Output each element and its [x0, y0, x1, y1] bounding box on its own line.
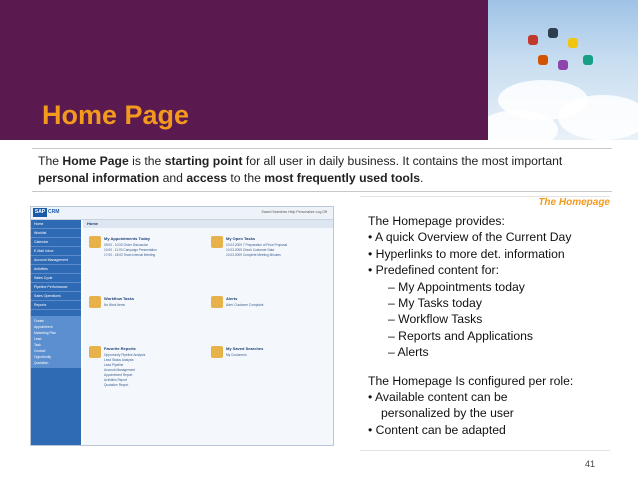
intro-bold: most frequently used tools [264, 171, 421, 185]
slide-title: Home Page [42, 100, 190, 130]
box-line[interactable]: 10.03.2009 Check Customer Data [226, 248, 275, 252]
intro-text: . [420, 171, 424, 185]
box-title[interactable]: Workflow Tasks [104, 296, 135, 301]
intro-bold: starting point [164, 154, 243, 168]
alerts-box [211, 296, 307, 326]
crm-content-area [83, 220, 333, 445]
box-line[interactable]: 10.03.2009 Complete Meeting Minutes [226, 253, 281, 257]
alerts-icon [211, 296, 223, 308]
box-title[interactable]: Favorite Reports [104, 346, 136, 351]
create-item[interactable]: Marketing Plan [34, 331, 56, 335]
nav-item[interactable]: Worklist [31, 229, 81, 238]
calendar-icon [89, 236, 101, 248]
bullet-item: • Content can be adapted [368, 422, 506, 437]
create-item[interactable]: Appointment [34, 325, 53, 329]
crm-label: CRM [48, 209, 60, 215]
bullet-item: • Hyperlinks to more det. information [368, 246, 565, 261]
box-line[interactable]: Lead Pipeline [104, 363, 124, 367]
box-line[interactable]: My Customers [226, 353, 247, 357]
box-line[interactable]: 10:00 - 11:00 Campaign Presentation [104, 248, 157, 252]
nav-item[interactable]: E-Mail Inbox [31, 247, 81, 256]
bullet-item: • A quick Overview of the Current Day [368, 230, 572, 245]
panel-heading: The Homepage Is configured per role: [368, 373, 574, 388]
box-line[interactable]: Account Management [104, 368, 136, 372]
box-line[interactable]: 17:00 - 18:00 Team Internal Meeting [104, 253, 156, 257]
box-title[interactable]: Alerts [226, 296, 238, 301]
crm-homepage-screenshot [30, 206, 334, 446]
box-line[interactable]: Opportunity Pipeline Analysis [104, 353, 146, 357]
create-heading: Create [34, 319, 44, 323]
reports-box [89, 346, 185, 416]
intro-bold: access [186, 171, 227, 185]
sub-item: – Workflow Tasks [388, 312, 483, 327]
intro-text: The [38, 154, 63, 168]
box-line[interactable]: Appointment Report [104, 373, 133, 377]
skydivers-photo [488, 0, 638, 140]
page-number: 41 [585, 459, 596, 469]
box-line[interactable]: Alert: Customer Complaint [226, 303, 264, 307]
workflow-icon [89, 296, 101, 308]
nav-item[interactable]: Sales Cycle [31, 274, 81, 283]
crm-top-bar [31, 207, 333, 220]
nav-item[interactable]: Home [31, 220, 81, 229]
intro-bold: Home Page [62, 154, 129, 168]
box-title[interactable]: My Saved Searches [226, 346, 264, 351]
box-title[interactable]: My Open Tasks [226, 236, 256, 241]
nav-item[interactable]: Sales Operations [31, 292, 81, 301]
workflow-box [89, 296, 185, 326]
intro-bold: personal information [38, 171, 160, 185]
reports-icon [89, 346, 101, 358]
content-title: Home [83, 220, 333, 228]
search-icon [211, 346, 223, 358]
tasks-icon [211, 236, 223, 248]
box-line[interactable]: 09:00 - 10:00 Order Discussion [104, 243, 149, 247]
crm-top-links[interactable]: Saved Searches Help Personalize Log Off [261, 210, 327, 214]
appointments-box [89, 236, 185, 276]
nav-item[interactable]: Account Management [31, 256, 81, 265]
nav-item[interactable]: Reports [31, 301, 81, 310]
sub-item: – My Appointments today [388, 279, 525, 294]
homepage-tag: The Homepage [360, 196, 610, 211]
nav-item[interactable]: Calendar [31, 238, 81, 247]
sub-item: – Reports and Applications [388, 328, 533, 343]
nav-item[interactable]: Activities [31, 265, 81, 274]
crm-navigation-bar [31, 220, 81, 445]
intro-text: is the [128, 154, 165, 168]
create-item[interactable]: Opportunity [34, 355, 52, 359]
intro-text: and [159, 171, 187, 185]
tasks-box [211, 236, 307, 276]
box-title[interactable]: My Appointments Today [104, 236, 150, 241]
saved-searches-box [211, 346, 307, 376]
sub-item: – Alerts [388, 345, 429, 360]
create-panel [31, 316, 81, 368]
bullet-item-continued: personalized by the user [381, 406, 514, 421]
box-line[interactable]: Activities Report [104, 378, 128, 382]
divider [360, 450, 610, 451]
bullet-item: • Predefined content for: [368, 263, 499, 278]
sap-logo: SAP [34, 209, 46, 215]
bullet-item: • Available content can be [368, 390, 508, 405]
create-item[interactable]: Contact [34, 349, 46, 353]
panel-heading: The Homepage provides: [368, 214, 505, 228]
create-item[interactable]: Task [34, 343, 41, 347]
box-line[interactable]: 10.03.2009 7 Preparation of Price Proposal [226, 243, 288, 247]
create-item[interactable]: Quotation [34, 361, 49, 365]
box-line: No Work Items [104, 303, 126, 307]
sub-item: – My Tasks today [388, 296, 482, 311]
box-line[interactable]: Lead Status Analysis [104, 358, 134, 362]
intro-text: for all user in daily business. It contains the most important [242, 154, 563, 168]
homepage-description [368, 213, 613, 438]
intro-paragraph [32, 148, 612, 192]
intro-text: to the [227, 171, 265, 185]
nav-item[interactable]: Pipeline Performance [31, 283, 81, 292]
box-line[interactable]: Quotation Report [104, 383, 129, 387]
create-item[interactable]: Lead [34, 337, 42, 341]
